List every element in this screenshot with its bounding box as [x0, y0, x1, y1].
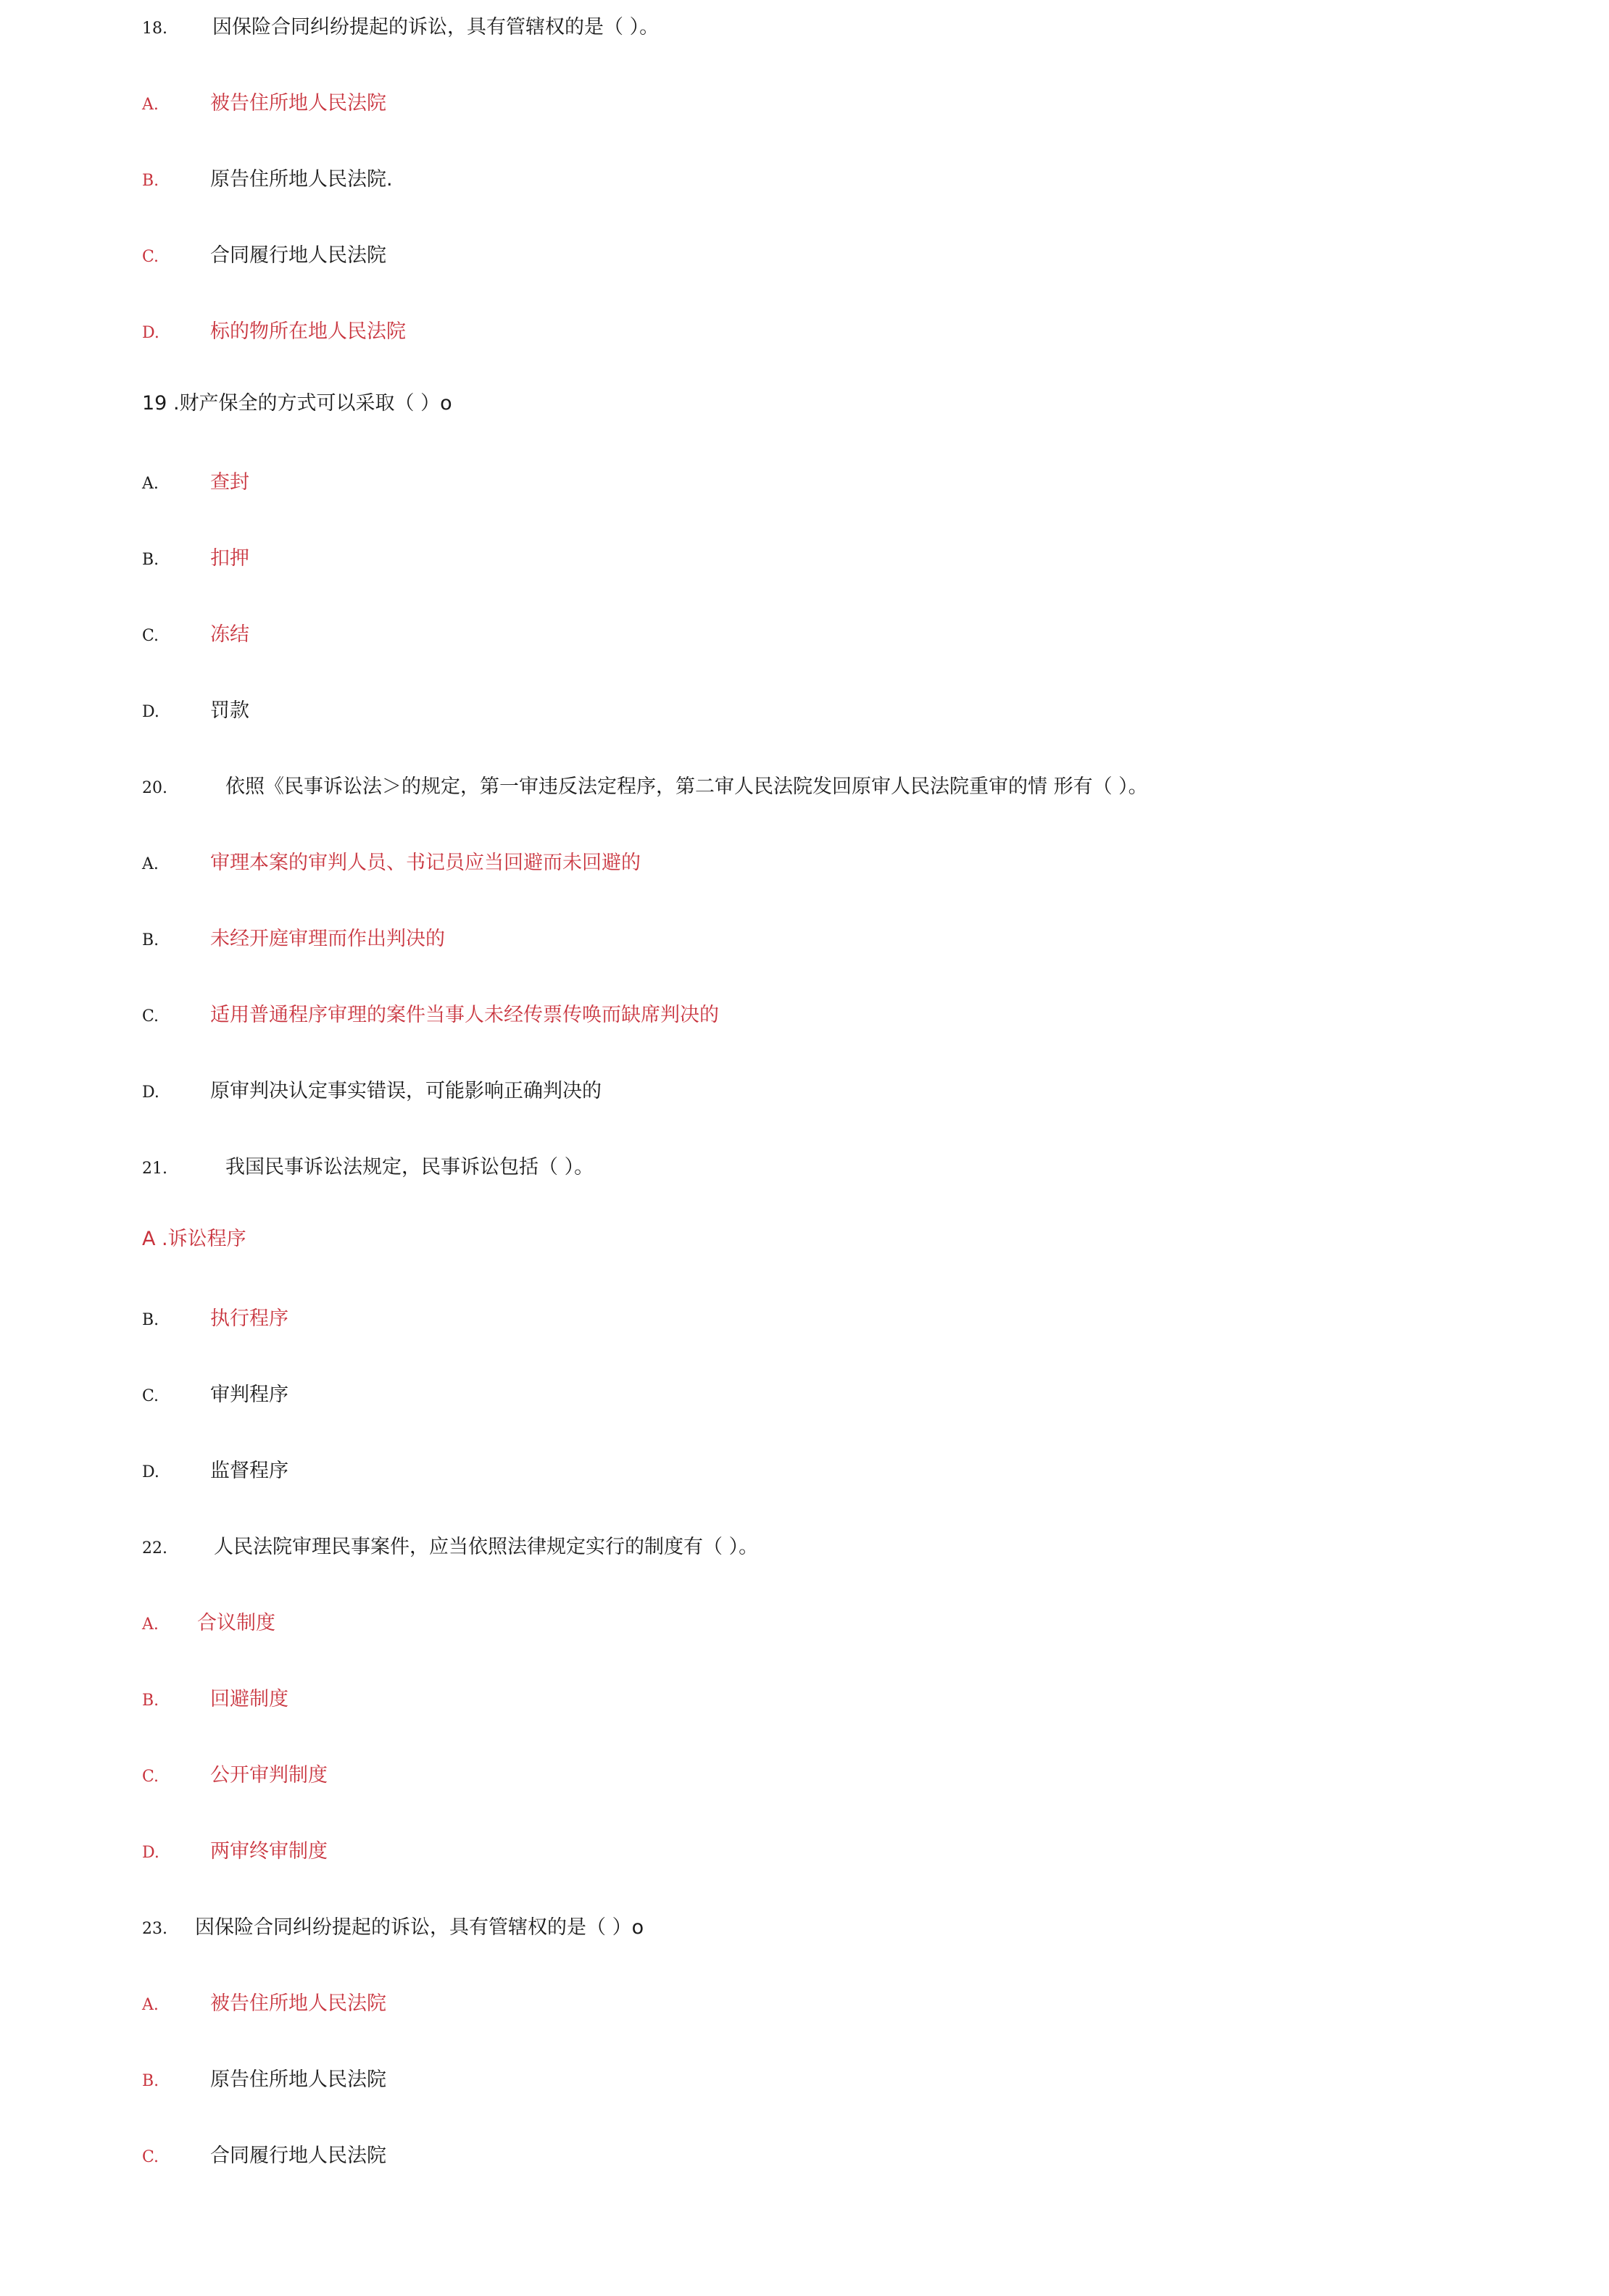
option-text: 扣押	[210, 547, 249, 570]
option-letter: A.	[142, 1615, 159, 1634]
question-text: 人民法院审理民事案件，应当依照法律规定实行的制度有（ ）。	[214, 1536, 759, 1558]
question-22-stem	[142, 1530, 758, 1565]
q19-option-d	[142, 694, 249, 728]
option-letter: C.	[142, 1387, 159, 1405]
option-letter: B.	[142, 1692, 159, 1710]
option-text: 合议制度	[197, 1612, 275, 1634]
option-text: 冻结	[210, 623, 249, 646]
q22-option-c	[142, 1758, 328, 1793]
question-20-stem	[142, 770, 1148, 804]
q19-option-c	[142, 617, 249, 652]
option-letter: A.	[142, 96, 159, 114]
q19-option-a	[142, 465, 249, 500]
option-letter: A.	[142, 855, 159, 873]
option-letter: A.	[142, 1996, 159, 2014]
q22-option-b	[142, 1682, 288, 1717]
option-text: 原告住所地人民法院.	[210, 168, 393, 191]
option-letter: C.	[142, 2148, 159, 2166]
q22-option-d	[142, 1834, 328, 1869]
option-letter: D.	[142, 1844, 159, 1862]
option-text: 未经开庭审理而作出判决的	[210, 928, 445, 950]
option-text: 公开审判制度	[210, 1764, 328, 1787]
question-text: 19 .财产保全的方式可以采取（ ）o	[142, 392, 452, 415]
option-letter: D.	[142, 324, 159, 342]
option-letter: B.	[142, 551, 159, 569]
option-text: A .诉讼程序	[142, 1228, 246, 1250]
q21-option-d	[142, 1454, 288, 1489]
q23-option-b	[142, 2063, 386, 2097]
question-21-stem	[142, 1150, 594, 1185]
option-letter: D.	[142, 1463, 159, 1481]
option-text: 监督程序	[210, 1460, 288, 1482]
option-letter: D.	[142, 703, 159, 721]
question-text: 因保险合同纠纷提起的诉讼，具有管辖权的是（ ）o	[195, 1916, 644, 1939]
option-text: 被告住所地人民法院	[210, 92, 386, 115]
option-text: 合同履行地人民法院	[210, 2145, 386, 2167]
q18-option-d	[142, 315, 406, 349]
question-18-stem	[142, 10, 659, 45]
q18-option-b	[142, 162, 393, 197]
q21-option-c	[142, 1378, 288, 1413]
option-text: 被告住所地人民法院	[210, 1992, 386, 2015]
question-text: 因保险合同纠纷提起的诉讼，具有管辖权的是（ ）。	[212, 16, 660, 38]
q19-option-b	[142, 541, 249, 576]
option-text: 罚款	[210, 699, 249, 722]
q21-option-a	[142, 1222, 246, 1257]
option-letter: B.	[142, 1311, 159, 1329]
option-text: 原审判决认定事实错误，可能影响正确判决的	[210, 1080, 602, 1102]
q18-option-c	[142, 238, 386, 273]
question-number: 20.	[142, 779, 167, 797]
option-letter: B.	[142, 931, 159, 949]
option-letter: C.	[142, 1768, 159, 1786]
question-number: 22.	[142, 1539, 167, 1557]
option-text: 回避制度	[210, 1688, 288, 1710]
q23-option-c	[142, 2139, 386, 2174]
option-text: 合同履行地人民法院	[210, 244, 386, 267]
question-number: 21.	[142, 1160, 167, 1178]
question-19-stem	[142, 386, 452, 421]
option-letter: B.	[142, 2072, 159, 2090]
q23-option-a	[142, 1987, 386, 2021]
q18-option-a	[142, 86, 386, 121]
option-text: 审理本案的审判人员、书记员应当回避而未回避的	[210, 852, 641, 874]
q20-option-b	[142, 922, 445, 957]
question-number: 23.	[142, 1920, 167, 1938]
option-letter: C.	[142, 627, 159, 645]
option-text: 查封	[210, 471, 249, 494]
option-text: 适用普通程序审理的案件当事人未经传票传唤而缺席判决的	[210, 1004, 719, 1026]
option-text: 审判程序	[210, 1384, 288, 1406]
option-text: 执行程序	[210, 1307, 288, 1330]
q20-option-d	[142, 1074, 602, 1109]
option-letter: B.	[142, 172, 159, 190]
option-text: 原告住所地人民法院	[210, 2068, 386, 2091]
q21-option-b	[142, 1302, 288, 1336]
q20-option-a	[142, 846, 641, 881]
q20-option-c	[142, 998, 719, 1033]
question-23-stem	[142, 1910, 644, 1945]
option-letter: C.	[142, 1007, 159, 1026]
option-letter: D.	[142, 1083, 159, 1102]
option-letter: C.	[142, 248, 159, 266]
question-text: 依照《民事诉讼法＞的规定，第一审违反法定程序，第二审人民法院发回原审人民法院重审的情 形有（ ）。	[225, 775, 1148, 798]
option-letter: A.	[142, 475, 159, 493]
question-number: 18.	[142, 20, 167, 38]
question-text: 我国民事诉讼法规定，民事诉讼包括（ ）。	[225, 1156, 594, 1178]
option-text: 标的物所在地人民法院	[210, 320, 406, 343]
q22-option-a	[142, 1606, 275, 1641]
option-text: 两审终审制度	[210, 1840, 328, 1863]
